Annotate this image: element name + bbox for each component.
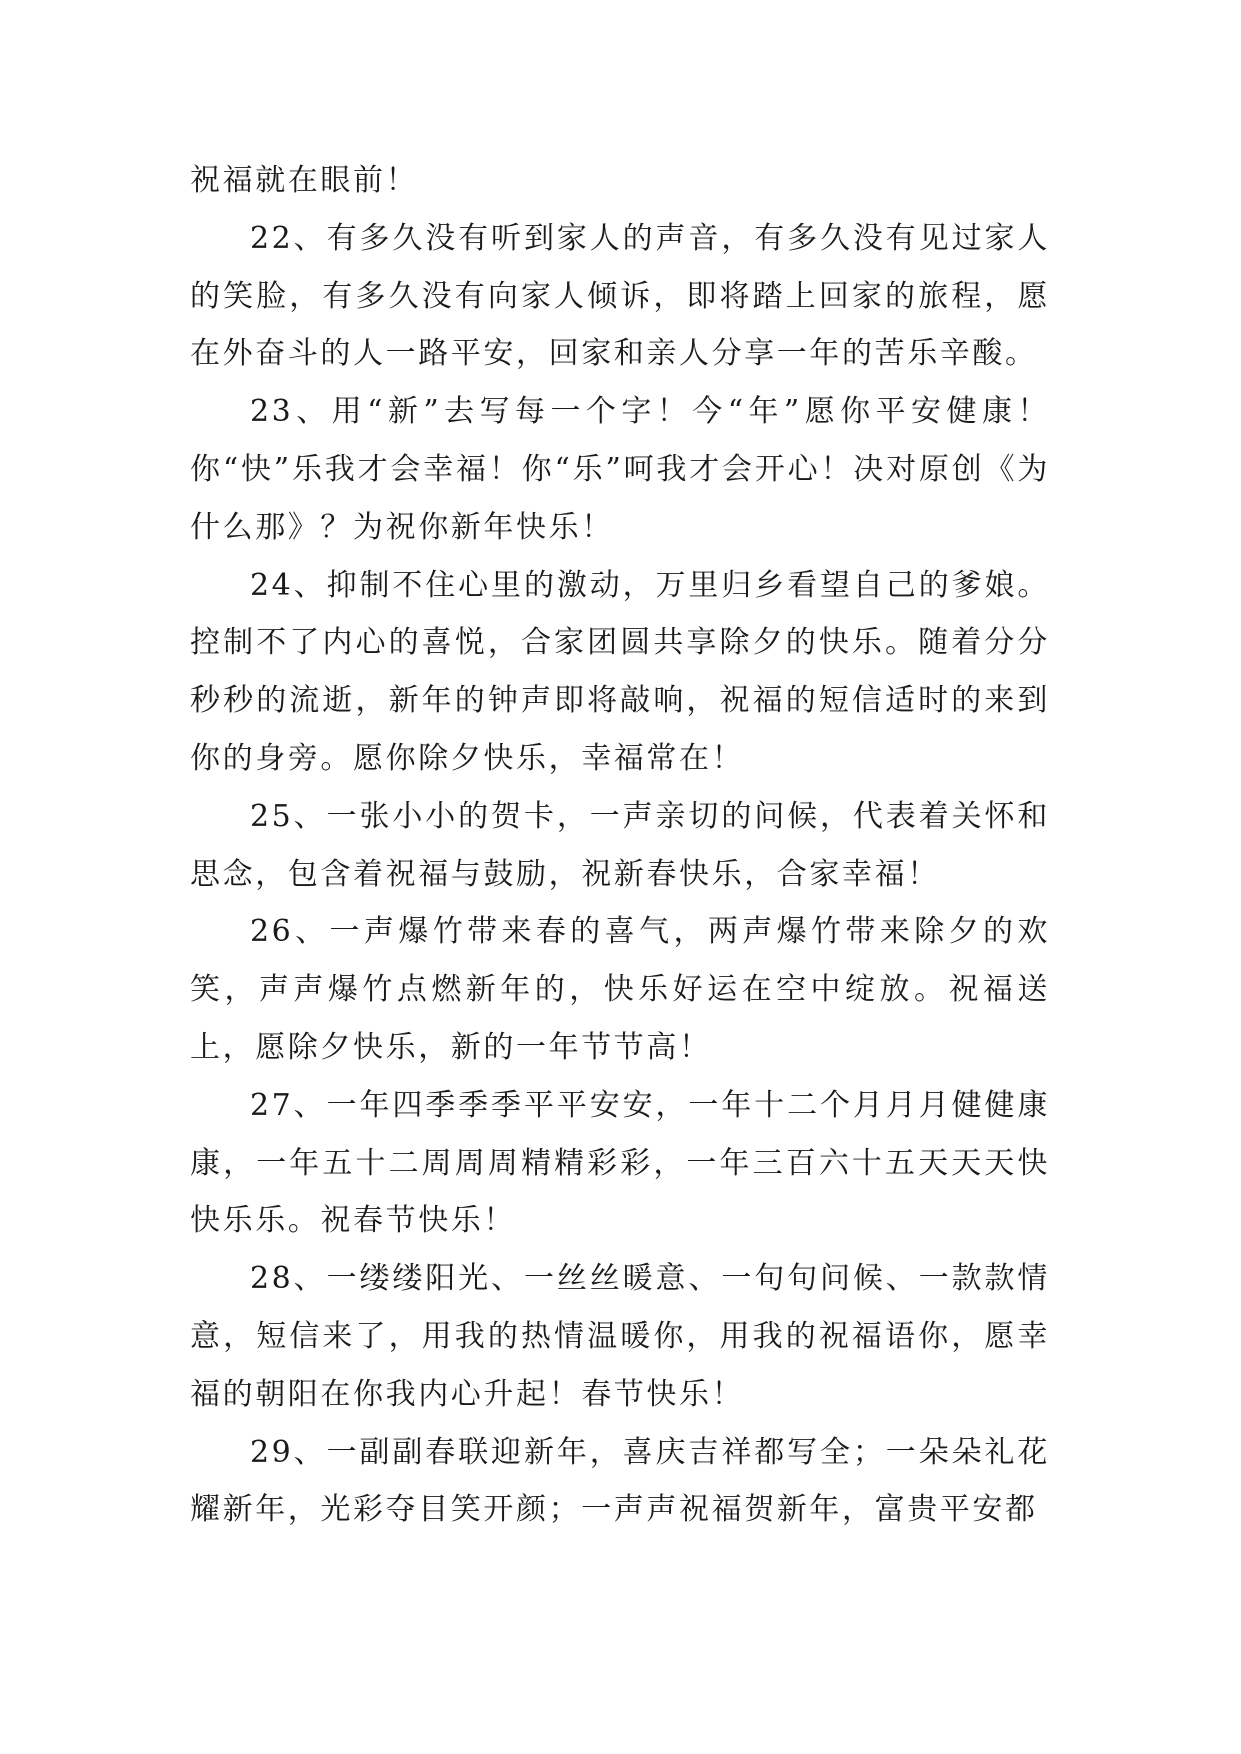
paragraph-24: 24、抑制不住心里的激动，万里归乡看望自己的爹娘。控制不了内心的喜悦，合家团圆共享除夕的快乐。随着分分秒秒的流逝，新年的钟声即将敲响，祝福的短信适时的来到你的身旁。愿你除夕快乐，幸福常在！ <box>190 567 1050 776</box>
paragraph-22: 22、有多久没有听到家人的声音，有多久没有见过家人的笑脸，有多久没有向家人倾诉，即将踏上回家的旅程，愿在外奋斗的人一路平安，回家和亲人分享一年的苦乐辛酸。 <box>190 220 1050 372</box>
paragraph-27: 27、一年四季季季平平安安，一年十二个月月月健健康康，一年五十二周周周精精彩彩，一年三百六十五天天天快快乐乐。祝春节快乐！ <box>190 1087 1050 1239</box>
document-body <box>190 152 1050 1539</box>
paragraph-26: 26、一声爆竹带来春的喜气，两声爆竹带来除夕的欢笑，声声爆竹点燃新年的，快乐好运在空中绽放。祝福送上，愿除夕快乐，新的一年节节高！ <box>190 914 1050 1065</box>
paragraph-continuation: 祝福就在眼前！ <box>190 163 419 198</box>
paragraph-29: 29、一副副春联迎新年，喜庆吉祥都写全；一朵朵礼花耀新年，光彩夺目笑开颜；一声声祝福贺新年，富贵平安都 <box>190 1434 1050 1528</box>
paragraph-28: 28、一缕缕阳光、一丝丝暖意、一句句问候、一款款情意，短信来了，用我的热情温暖你，用我的祝福语你，愿幸福的朝阳在你我内心升起！春节快乐！ <box>190 1261 1050 1412</box>
paragraph-25: 25、一张小小的贺卡，一声亲切的问候，代表着关怀和思念，包含着祝福与鼓励，祝新春快乐，合家幸福！ <box>190 798 1050 892</box>
paragraph-23: 23、用“新”去写每一个字！今“年”愿你平安健康！你“快”乐我才会幸福！你“乐”呵我才会开心！决对原创《为什么那》？为祝你新年快乐！ <box>190 394 1050 545</box>
